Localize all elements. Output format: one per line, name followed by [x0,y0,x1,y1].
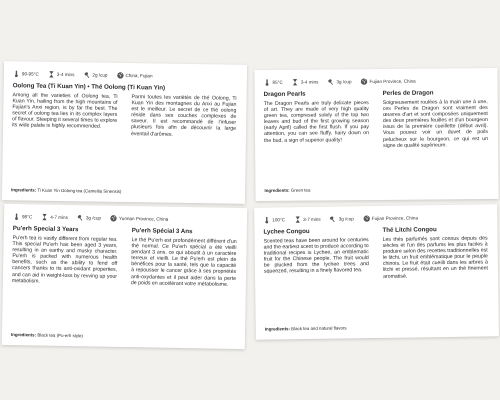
dose: 2g /cup [92,71,108,78]
ingredients-value: Ti Kuan Yin Oolong tea (Camellia Sinensis) [37,187,122,194]
tea-title-fr: Thé Litchi Congou [382,226,437,234]
temperature: 98°C [21,213,33,219]
spoon-icon [327,78,334,85]
tea-title-fr: Pu'erh Spécial 3 Ans [131,227,193,236]
tea-title-en: Dragon Pearls [263,90,306,98]
dose: 3g /cup [336,78,352,84]
steep-time: 3-4 mins [300,79,319,85]
tea-card-puerh [2,204,247,349]
thermometer-icon [263,216,270,223]
tea-title-en: Lychee Congou [263,227,310,236]
globe-icon [110,214,117,221]
description-fr: Parmi toutes les variétés de thé Oolong, Ti Kuan Yin des montagnes du Anxi au Fujian est le meilleur. Le secret de ce thé oolong réside dans ses couches complexes de saveur. Il est recommandé de l'infuser plusieurs fois afin de découvrir la large éventail d'arômes. [130,94,237,138]
description-fr: Les thés parfumés sont connus depuis des siècles et l'un des parfums les plus faciles à produire selon des recettes traditionnelles est le litchi, un fruit emblématique pour le peuple chinois. Le fruit était cueilli dans les arbres à litchi et pressé, résultant en un thé finement aromatisé. [382,235,489,280]
description-en: Pu'erh tea is vastly different from regular tea. This special Pu'erh has been aged 3 years, resulting in an earthy and musky character. Pu'erh is packed with numerous health benefits, such as the ability to fend off cancers thanks to its anti-oxidant properties, and can aid in weight-loss by revving up your metabolism. [11,235,118,285]
ingredients-value: Black tea and natural flavors [291,325,347,332]
description-en: Among all the varieties of Oolong tea, Ti Kuan Yin, hailing from the high mountains of Fujian's Anxi region, is by far the best. The secret of oolong tea lies in its complex layers of flavour. Steeping it several times to explore its wide palate is highly recommended. [12,92,118,131]
dose: 3g /cup [85,214,102,221]
hourglass-icon [41,213,48,220]
column-fr [131,227,237,288]
thermometer-icon [264,78,271,85]
description-en: Scented teas have been around for centuries and the earliest scent to produce according to traditional recipes is Lychee, an emblematic fruit for the Chinese people. The fruit would be plucked from the lychee trees and squeezed, resulting in a finely flavored tea. [263,237,369,276]
ingredients-value: Green tea [290,187,311,193]
ingredients-label: Ingredients: [10,332,37,338]
temperature: 85°C [272,79,283,85]
card-meta [263,75,491,87]
steep-time: 3-7 mins [303,216,321,222]
steep-time: 4-7 mins [50,214,68,220]
tea-title-en: Pu'erh Special 3 Years [12,225,79,234]
column-fr [383,89,489,149]
description-fr: Le thé Pu'erh est profondément différent d'un thé normal. Ce Pu'erh spécial a été vieilli pendant 3 ans, ce qui aboutit à un caractère terreux et vieilli. Le thé Pu'erh est plein de bénéfices pour la santé, tels que la capacité à repousser le cancer grâce à ses propriétés anti-oxydantes et il peut aider dans la perte de poids en accélérant votre métabolisme. [130,237,237,288]
ingredients [264,188,310,193]
description-en: The Dragon Pearls are truly delicate pieces of art. They are made of very high quality green tea, compresed solely of the top two leaves and bud of the first growing season (early April) called the first flush. If you pay attention, you can see fluffy, hairy down on the bud, a sign of superior quality! [263,100,370,144]
hourglass-icon [294,216,301,223]
thermometer-icon [13,213,20,220]
origin: Fujian Province, China [371,214,419,221]
ingredients-label: Ingredients: [11,187,37,193]
description-fr: Soigneusement roulées à la main une à une, ces Perles de Dragon sont vraiment des œuvres d'art et sont composées uniquement des deux premières feuilles et d'un bourgeon issus de la première cueillette (début avril). Vous pouvez voir un duvet de poils pelucheux sur le bourgeon, ce qui est un signe de qualité supérieure. [382,99,489,149]
column-en [264,90,369,144]
card-meta [13,68,241,82]
column-en [263,227,369,275]
card-meta [13,211,241,225]
spoon-icon [330,215,337,222]
tea-card-oolong [2,61,247,204]
ingredients-label: Ingredients: [264,187,290,193]
ingredients [265,325,347,331]
temperature: 100°C [272,216,286,222]
globe-icon [363,215,370,222]
spoon-icon [83,71,90,78]
ingredients-value: Black tea (Pu-erh style) [37,332,84,339]
origin: Yunnan Province, China [118,215,169,222]
ingredients-label: Ingredients: [264,326,290,332]
tea-card-dragon-pearls [254,68,498,201]
origin: Fujian Province, China [369,78,416,84]
tea-card-lychee-congou [254,204,499,339]
spoon-icon [77,214,84,221]
globe-icon [360,78,367,85]
tea-title-fr: Perles de Dragon [382,89,434,97]
card-meta [263,211,491,224]
steep-time: 3-4 mins [56,71,75,77]
thermometer-icon [13,70,20,77]
ingredients [11,332,83,338]
tea-title: Oolong Tea (Ti Kuan Yin) • Thé Oolong (Ti Kuan Yin) [12,82,166,92]
origin: China, Fujian [125,72,153,78]
dose: 3g /cup [338,215,354,222]
hourglass-icon [292,78,299,85]
ingredients [11,187,121,194]
hourglass-icon [48,70,55,77]
temperature: 90-95°C [21,70,39,77]
column-fr [382,225,488,279]
column-en [12,225,118,286]
globe-icon [116,71,123,78]
